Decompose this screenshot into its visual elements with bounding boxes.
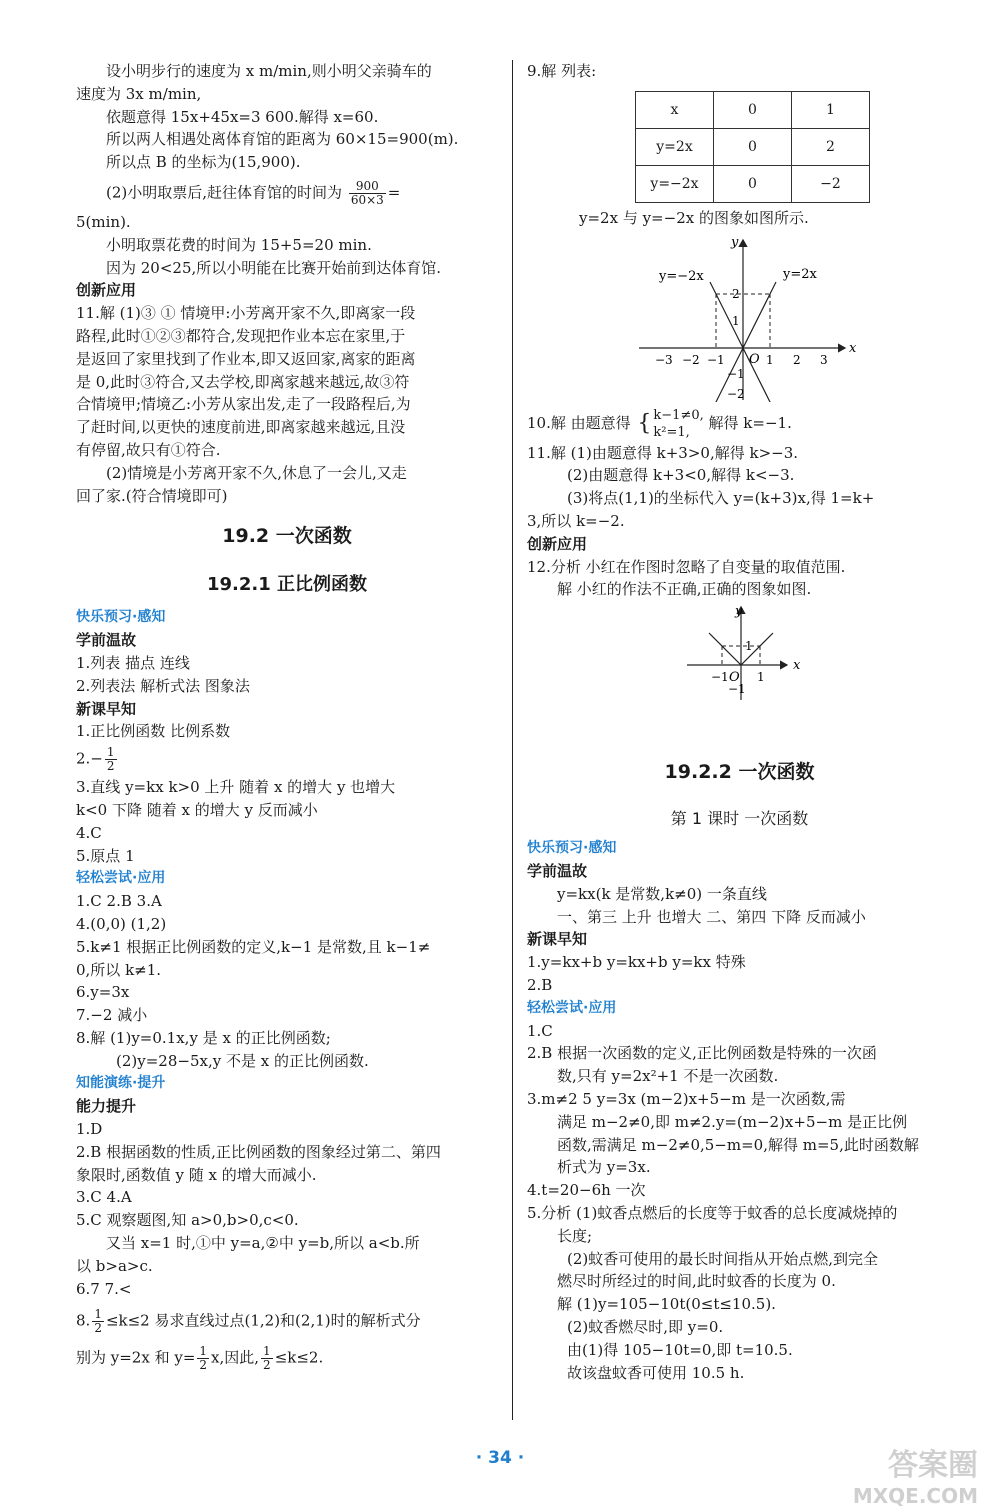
text-line: 7.−2 减小 (76, 1006, 148, 1025)
table-cell: 0 (714, 91, 792, 128)
text-line: 路程,此时①②③都符合,发现把作业本忘在家里,于 (76, 326, 406, 345)
graph-caption: y=2x 与 y=−2x 的图象如图所示. (579, 208, 809, 227)
text-line: (2)蚊香可使用的最长时间指从开始点燃,到完全 (567, 1249, 879, 1268)
text-segment: 8. (76, 1311, 91, 1330)
text-line: 6.7 7.< (76, 1279, 132, 1298)
table-row (636, 165, 870, 202)
text-segment: x,因此, (211, 1348, 260, 1367)
text-line: 数,只有 y=2x²+1 不是一次函数. (557, 1067, 779, 1086)
text-line: (2)蚊香燃尽时,即 y=0. (567, 1317, 724, 1336)
text-line: 1.C 2.B 3.A (76, 892, 162, 911)
heading-qingsong: 轻松尝试·应用 (527, 999, 617, 1016)
text-line: 4.t=20−6h 一次 (527, 1181, 646, 1200)
right-column (527, 60, 952, 1384)
table-cell: 2 (792, 128, 870, 165)
text-line: 有停留,故只有①符合. (76, 440, 221, 459)
text-line: 2.B 根据函数的性质,正比例函数的图象经过第二、第四 (76, 1142, 441, 1161)
text-segment: 2.− (76, 749, 103, 768)
text-line: 2.B 根据一次函数的定义,正比例函数是特殊的一次函 (527, 1044, 877, 1063)
text-line (76, 746, 498, 773)
text-line: 4.C (76, 823, 102, 842)
fraction (349, 180, 386, 207)
x-tick: 2 (793, 352, 801, 367)
text-line: 1.C (527, 1021, 553, 1040)
text-line: 9.解 列表: (527, 62, 597, 80)
value-table (635, 91, 870, 203)
fraction (92, 1308, 104, 1335)
text-segment: 解得 k=−1. (708, 413, 792, 432)
denominator: 60×3 (350, 192, 384, 207)
x-tick: −1 (711, 670, 729, 685)
text-line (76, 180, 498, 207)
heading-xueqian: 学前温故 (76, 631, 137, 650)
y-label: y (731, 234, 739, 250)
section-title: 19.2.2 一次函数 (664, 761, 815, 784)
text-line: 5(min). (76, 212, 131, 231)
text-line (527, 406, 952, 442)
origin-label: O (729, 670, 740, 686)
table-cell: y=2x (636, 128, 714, 165)
fraction (197, 1345, 209, 1372)
text-line: 又当 x=1 时,①中 y=a,②中 y=b,所以 a<b.所 (106, 1234, 420, 1253)
text-line: 了赶时间,以更快的速度前进,即离家越来越远,且没 (76, 418, 406, 437)
text-line: 燃尽时所经过的时间,此时蚊香的长度为 0. (557, 1272, 836, 1291)
x-tick: 1 (757, 670, 765, 685)
equation: k−1≠0, (653, 407, 704, 423)
x-tick: −1 (707, 352, 725, 367)
watermark (853, 1440, 978, 1508)
x-label: x (849, 340, 857, 356)
text-line: 5.k≠1 根据正比例函数的定义,k−1 是常数,且 k−1≠ (76, 937, 431, 956)
y-tick: 1 (732, 313, 740, 328)
text-line: 析式为 y=3x. (557, 1158, 651, 1177)
text-segment: 10.解 由题意得 (527, 413, 631, 432)
text-line: (2)情境是小芳离开家不久,休息了一会儿,又走 (106, 463, 407, 482)
heading-xinke: 新课早知 (527, 930, 588, 949)
line-b-label: y=2x (783, 266, 817, 282)
text-line: (2)y=28−5x,y 不是 x 的正比例函数. (116, 1051, 369, 1070)
x-tick: 1 (766, 352, 774, 367)
lesson-title: 第 1 课时 一次函数 (670, 809, 809, 829)
equation: k²=1, (653, 424, 690, 440)
text-line: 3.直线 y=kx k>0 上升 随着 x 的增大 y 也增大 (76, 778, 396, 797)
heading-kuaile: 快乐预习·感知 (76, 609, 166, 626)
text-line: 合情境甲;情境乙:小芳从家出发,走了一段路程后,为 (76, 395, 411, 414)
x-tick: 3 (820, 352, 828, 367)
heading-qingsong: 轻松尝试·应用 (76, 870, 166, 887)
text-line (76, 1308, 498, 1335)
section-title: 19.2 一次函数 (222, 525, 352, 548)
numerator: 1 (199, 1344, 208, 1359)
text-segment: = (387, 183, 401, 202)
numerator: 1 (263, 1344, 271, 1359)
origin-label: O (749, 351, 760, 367)
text-line: 回了家.(符合情境即可) (76, 486, 228, 505)
numerator: 1 (94, 1307, 102, 1322)
graph-abs (527, 605, 952, 715)
text-line: 8.解 (1)y=0.1x,y 是 x 的正比例函数; (76, 1028, 331, 1047)
denominator: 2 (106, 759, 115, 774)
text-line: 因为 20<25,所以小明能在比赛开始前到达体育馆. (106, 258, 442, 277)
x-label: x (793, 658, 801, 674)
denominator: 2 (94, 1321, 102, 1336)
denominator: 2 (263, 1358, 271, 1373)
text-line: y=kx(k 是常数,k≠0) 一条直线 (557, 884, 767, 903)
y-tick: −1 (727, 366, 745, 381)
text-line: 2.列表法 解析式法 图象法 (76, 676, 250, 695)
denominator: 2 (199, 1358, 208, 1373)
table-cell: 0 (714, 165, 792, 202)
text-line: (3)将点(1,1)的坐标代入 y=(k+3)x,得 1=k+ (567, 489, 875, 508)
equation-system (653, 407, 703, 441)
text-line: 3.C 4.A (76, 1188, 132, 1207)
text-line: 11.解 (1)由题意得 k+3>0,解得 k>−3. (527, 443, 799, 462)
text-segment: 别为 y=2x 和 y= (76, 1348, 196, 1367)
text-segment: ≤k≤2 易求直线过点(1,2)和(2,1)时的解析式分 (105, 1311, 421, 1330)
table-row (636, 91, 870, 128)
heading-chuangxin: 创新应用 (527, 534, 588, 553)
text-line: 1.y=kx+b y=kx+b y=kx 特殊 (527, 953, 746, 972)
text-line (76, 1345, 498, 1372)
text-line: 是返回了家里找到了作业本,即又返回家,离家的距离 (76, 349, 416, 368)
text-segment: (2)小明取票后,赶往体育馆的时间为 (106, 183, 343, 202)
text-line: 5.原点 1 (76, 846, 135, 865)
text-line: 一、第三 上升 也增大 二、第四 下降 反而减小 (557, 907, 866, 926)
graph-y2x (527, 230, 952, 402)
text-line: 长度; (557, 1226, 593, 1245)
text-line: 所以两人相遇处离体育馆的距离为 60×15=900(m). (106, 130, 459, 149)
subsection-title: 19.2.1 正比例函数 (206, 574, 368, 596)
y-tick: 2 (732, 286, 740, 301)
text-line: 3,所以 k=−2. (527, 511, 625, 530)
y-label: y (735, 605, 743, 620)
text-line: 设小明步行的速度为 x m/min,则小明父亲骑车的 (106, 62, 432, 80)
watermark-url: MXQE.COM (852, 1484, 978, 1508)
heading-xueqian: 学前温故 (527, 861, 588, 880)
numerator: 1 (106, 745, 115, 760)
text-line: 象限时,函数值 y 随 x 的增大而减小. (76, 1165, 317, 1184)
text-line: (2)由题意得 k+3<0,解得 k<−3. (567, 466, 795, 485)
x-tick: −2 (682, 352, 700, 367)
left-column (76, 60, 498, 1372)
text-line: 3.m≠2 5 y=3x (m−2)x+5−m 是一次函数,需 (527, 1089, 846, 1108)
text-line: 由(1)得 105−10t=0,即 t=10.5. (567, 1340, 793, 1359)
table-row (636, 128, 870, 165)
text-line: 所以点 B 的坐标为(15,900). (106, 153, 301, 172)
y-tick: −2 (727, 386, 745, 401)
column-divider (512, 60, 513, 1420)
text-line: 0,所以 k≠1. (76, 960, 162, 979)
heading-kuaile: 快乐预习·感知 (527, 840, 617, 857)
text-line: 12.分析 小红在作图时忽略了自变量的取值范围. (527, 557, 846, 576)
text-line: 4.(0,0) (1,2) (76, 914, 167, 933)
x-tick: −3 (655, 352, 673, 367)
text-line: 解 小红的作法不正确,正确的图象如图. (557, 580, 812, 599)
table-cell: −2 (792, 165, 870, 202)
fraction (105, 746, 117, 773)
line-a-label: y=−2x (659, 268, 704, 284)
text-line: 故该盘蚊香可使用 10.5 h. (567, 1363, 745, 1382)
page-number: · 34 · (475, 1448, 525, 1468)
table-cell: y=−2x (636, 165, 714, 202)
text-line: 速度为 3x m/min, (76, 84, 202, 103)
heading-zhineng: 知能演练·提升 (76, 1075, 166, 1092)
text-line: 是 0,此时③符合,又去学校,即离家越来越远,故③符 (76, 372, 410, 391)
heading-xinke: 新课早知 (76, 699, 137, 718)
watermark-logo-text: 答案圈 (888, 1448, 978, 1483)
text-line: 6.y=3x (76, 983, 130, 1002)
text-line: 依题意得 15x+45x=3 600.解得 x=60. (106, 107, 379, 126)
text-line: 5.分析 (1)蚊香点燃后的长度等于蚊香的总长度减烧掉的 (527, 1203, 898, 1222)
text-line: 1.正比例函数 比例系数 (76, 722, 231, 741)
text-line: 1.D (76, 1120, 103, 1139)
table-cell: 0 (714, 128, 792, 165)
table-cell: x (636, 91, 714, 128)
text-line: 5.C 观察题图,知 a>0,b>0,c<0. (76, 1211, 299, 1230)
text-line: 以 b>a>c. (76, 1256, 153, 1275)
fraction (261, 1345, 273, 1372)
text-line: 11.解 (1)③ ① 情境甲:小芳离开家不久,即离家一段 (76, 304, 416, 323)
text-line: k<0 下降 随着 x 的增大 y 反而减小 (76, 800, 318, 819)
text-line: 2.B (527, 975, 553, 994)
text-line: 解 (1)y=105−10t(0≤t≤10.5). (557, 1295, 776, 1314)
text-line: 小明取票花费的时间为 15+5=20 min. (106, 235, 372, 254)
y-tick: 1 (745, 639, 753, 654)
heading-chuangxin: 创新应用 (76, 281, 137, 300)
text-line: 函数,需满足 m−2≠0,5−m=0,解得 m=5,此时函数解 (557, 1135, 919, 1154)
text-segment: ≤k≤2. (274, 1348, 324, 1367)
text-line: 满足 m−2≠0,即 m≠2.y=(m−2)x+5−m 是正比例 (557, 1112, 908, 1131)
table-cell: 1 (792, 91, 870, 128)
brace-icon: { (637, 410, 652, 436)
numerator: 900 (349, 180, 386, 194)
y-tick: −1 (728, 682, 746, 697)
heading-nengli: 能力提升 (76, 1097, 137, 1116)
text-line: 1.列表 描点 连线 (76, 653, 190, 672)
